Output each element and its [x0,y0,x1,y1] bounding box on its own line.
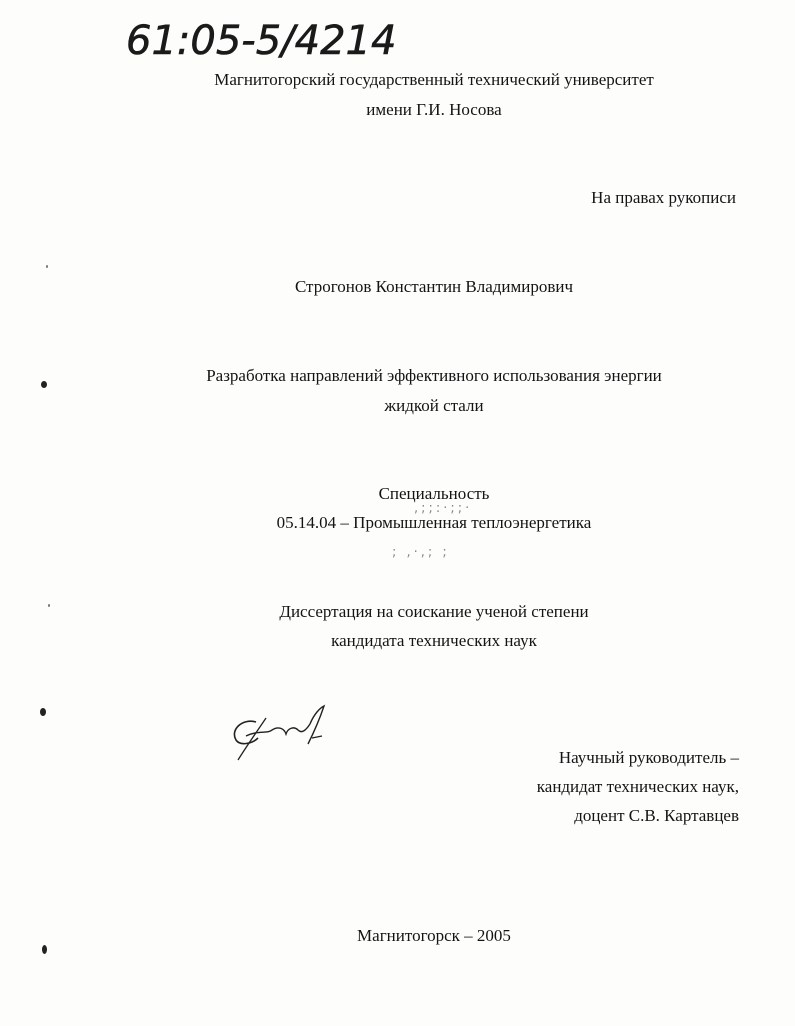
specialty-label: Специальность [378,484,490,503]
scan-speck [40,708,46,716]
author-name: Строгонов Константин Владимирович [294,277,574,296]
specialty-code-name: 05.14.04 – Промышленная теплоэнергетика [276,513,592,532]
handwritten-stamp [122,8,412,68]
dissertation-degree-line-1: Диссертация на соискание ученой степени [279,602,589,621]
author-signature [228,700,338,770]
scan-speck [41,381,47,388]
university-name: Магнитогорский государственный технический университет [214,70,654,89]
supervisor-degree: кандидат технических наук, [536,777,739,796]
manuscript-rights-note: На правах рукописи [591,188,736,207]
scan-speck [46,265,48,268]
scan-speck [42,945,47,954]
stamp-code: 61:05-5/4214 [126,18,397,64]
thesis-title-line-2: жидкой стали [384,396,484,415]
supervisor-role: Научный руководитель – [558,748,739,767]
thesis-title-line-1: Разработка направлений эффективного использования энергии [206,366,662,385]
bleed-through-mark: ,;;:·;;· [414,501,473,516]
supervisor-name: доцент С.В. Картавцев [574,806,739,825]
dissertation-degree-line-2: кандидата технических наук [331,631,537,650]
university-named-after: имени Г.И. Носова [366,100,502,119]
bleed-through-mark: ; ,·,; ; [392,545,450,560]
scan-speck [48,604,50,607]
city-year: Магнитогорск – 2005 [357,926,511,945]
